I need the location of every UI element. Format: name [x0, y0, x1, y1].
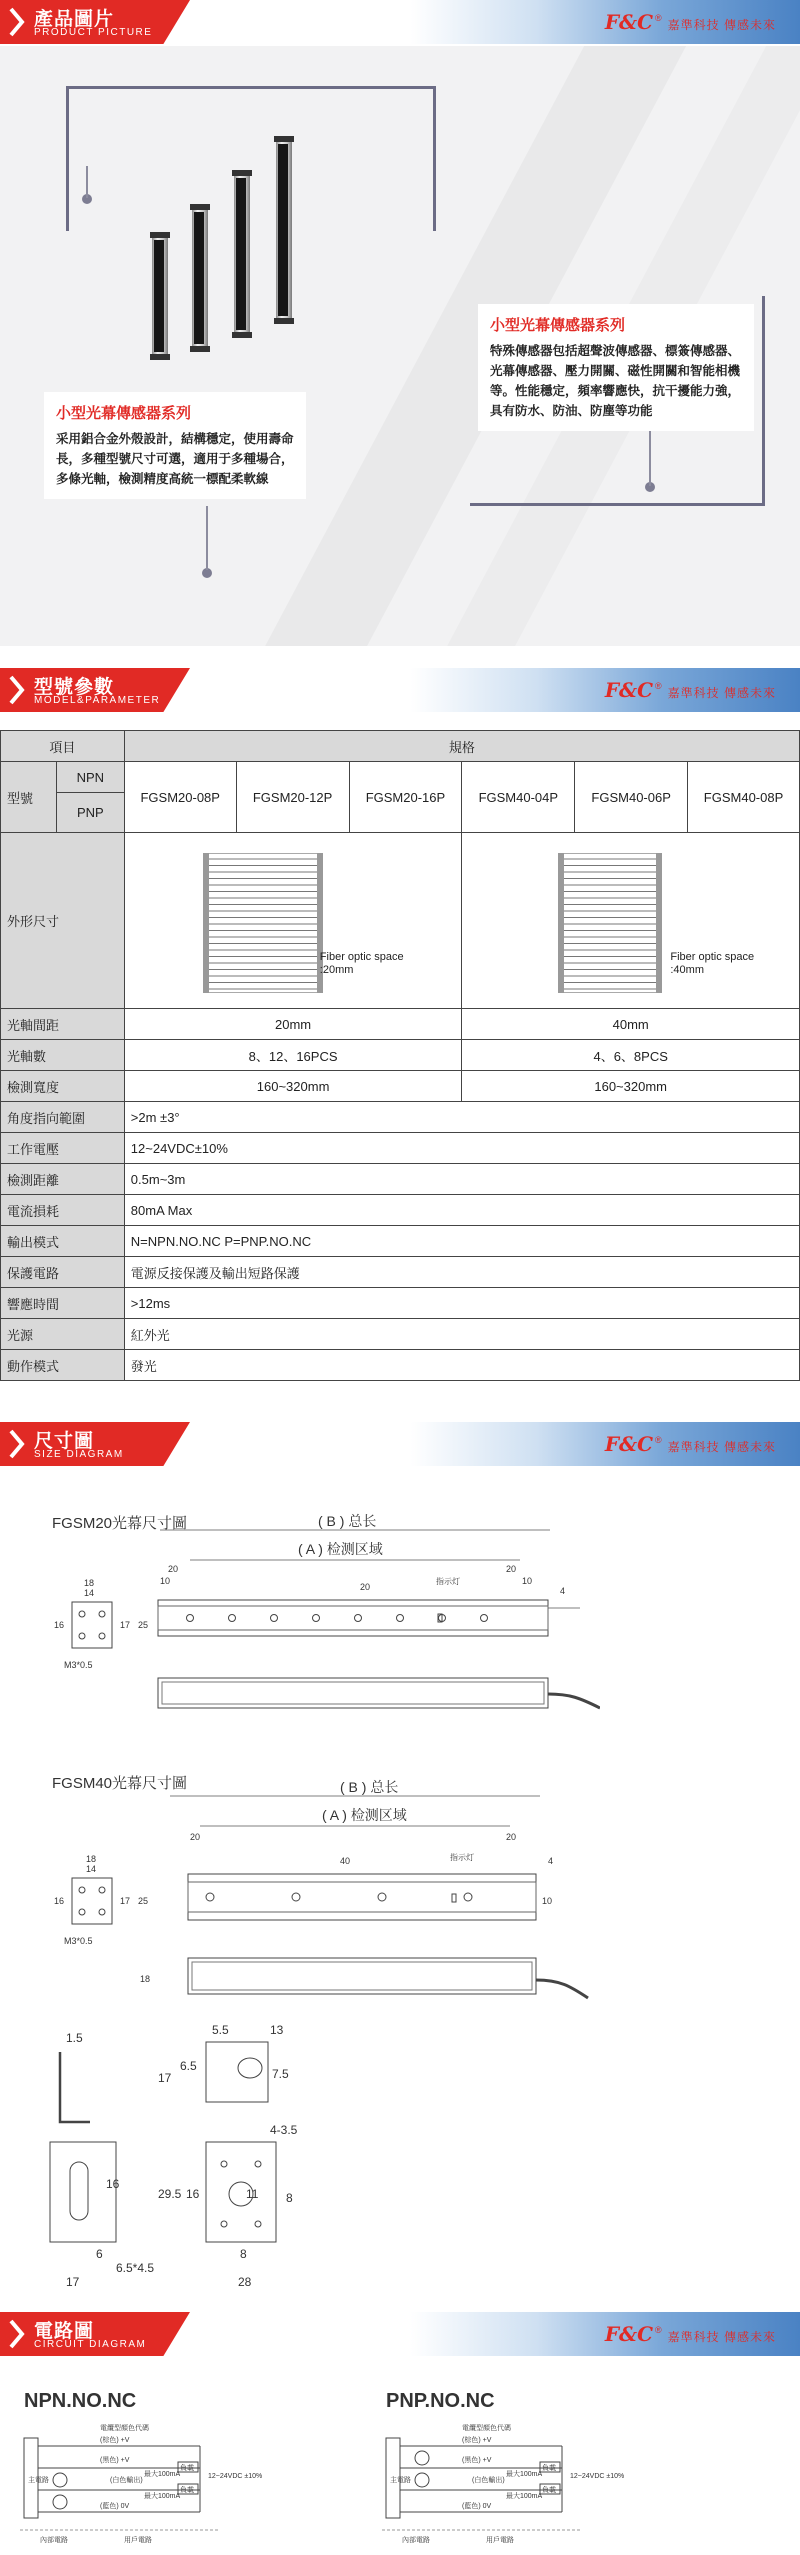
- section-header-product: [0, 0, 800, 44]
- model-cell: FGSM20-16P: [349, 762, 462, 833]
- pnp-black-label: (白色輸出): [472, 2477, 505, 2484]
- section-title-zh: 電路圖: [34, 2321, 95, 2342]
- npn-ma-label: 最大100mA: [144, 2471, 181, 2478]
- brand-reg-mark: ®: [655, 681, 662, 691]
- bracket-dim-1-5: 1.5: [66, 2031, 83, 2045]
- light-curtain-bar: [232, 170, 252, 338]
- curtain-20-drawing: [203, 853, 323, 993]
- fgsm40-dim-10: 10: [542, 1896, 553, 1906]
- model-label: 型號: [1, 762, 57, 833]
- pnp-inner-label: 內部電路: [402, 2537, 430, 2544]
- fgsm20-title: FGSM20光幕尺寸圖: [52, 1515, 188, 1532]
- chevron-right-icon: [8, 675, 26, 705]
- brand-reg-mark: ®: [655, 1435, 662, 1445]
- fgsm40-dim-14: 14: [86, 1864, 97, 1874]
- bracket-dim-16b: 16: [186, 2187, 200, 2201]
- brand: [605, 10, 776, 34]
- pnp-color-label: 電纜型顏色代碼: [462, 2425, 511, 2432]
- fgsm20-dim-10a: 10: [160, 1576, 171, 1586]
- brand-logo: F&C: [604, 1432, 654, 1456]
- model-cell: FGSM40-04P: [462, 762, 575, 833]
- fgsm40-title: FGSM40光幕尺寸圖: [52, 1775, 188, 1792]
- product-image: [130, 116, 320, 366]
- row-value-b: 160~320mm: [462, 1071, 800, 1102]
- row-value: >2m ±3°: [124, 1102, 799, 1133]
- chevron-right-icon: [8, 1429, 26, 1459]
- fgsm20-dim-18: 18: [84, 1578, 95, 1588]
- chevron-right-icon: [8, 2319, 26, 2349]
- bracket-dim-13: 13: [270, 2023, 284, 2037]
- fgsm20-m3: M3*0.5: [64, 1660, 93, 1670]
- callout-right: [478, 304, 754, 431]
- callout-left-body: 采用鋁合金外殼設計，結構穩定，使用壽命長，多種型號尺寸可選，適用于多種場合，多條光軸，檢測精度高統一標配柔軟線: [56, 432, 294, 486]
- fgsm40-dim-20b: 20: [506, 1832, 517, 1842]
- row-value-a: 160~320mm: [124, 1071, 462, 1102]
- model-cell: FGSM20-08P: [124, 762, 236, 833]
- pnp-main-label: 主電路: [390, 2477, 411, 2484]
- bracket-dim-11: 11: [246, 2187, 259, 2201]
- callout-left: [44, 392, 306, 499]
- bracket-dim-28: 28: [238, 2275, 252, 2288]
- fgsm20-dim-4: 4: [560, 1586, 566, 1596]
- row-value: 電源反接保護及輸出短路保護: [124, 1257, 799, 1288]
- row-value: N=NPN.NO.NC P=PNP.NO.NC: [124, 1226, 799, 1257]
- row-value-a: 8、12、16PCS: [124, 1040, 462, 1071]
- pnp-user-label: 用戶電路: [486, 2537, 514, 2544]
- pnp-title: PNP.NO.NC: [386, 2390, 495, 2412]
- row-label: 輸出模式: [1, 1226, 125, 1257]
- fgsm40-detect-area: ( A ) 检测区域: [322, 1807, 407, 1823]
- pnp-circuit: [382, 2418, 742, 2550]
- brand-reg-mark: ®: [655, 2325, 662, 2335]
- row-label: 光軸間距: [1, 1009, 125, 1040]
- row-value: >12ms: [124, 1288, 799, 1319]
- callout-right-body: 特殊傳感器包括超聲波傳感器、標簽傳感器、光幕傳感器、壓力開關、磁性開關和智能相機等。性能穩定，頻率響應快，抗干擾能力強，具有防水、防油、防塵等功能: [490, 344, 741, 418]
- row-label: 檢測寬度: [1, 1071, 125, 1102]
- fgsm20-dim-20c: 20: [506, 1564, 517, 1574]
- bracket-dim-6-45: 6.5*4.5: [116, 2261, 155, 2275]
- row-label: 工作電壓: [1, 1133, 125, 1164]
- fgsm20-dim-16: 16: [54, 1620, 65, 1630]
- parameter-table: [0, 730, 800, 1381]
- light-curtain-bar: [150, 232, 170, 360]
- bracket-dim-17: 17: [158, 2071, 172, 2085]
- brand-reg-mark: ®: [655, 13, 662, 23]
- brand: [605, 1432, 776, 1456]
- npn-user-label: 用戶電路: [124, 2537, 152, 2544]
- pnp-load-label2: 負載: [542, 2487, 556, 2494]
- bracket-dim-8: 8: [286, 2191, 293, 2205]
- bracket-dim-17b: 17: [66, 2275, 80, 2288]
- row-label: 響應時間: [1, 1288, 125, 1319]
- brand-tagline: 嘉準科技 傳感未來: [667, 686, 776, 700]
- pnp-ma-label: 最大100mA: [506, 2471, 543, 2478]
- curtain-40-drawing: [558, 853, 662, 993]
- model-cell: FGSM40-08P: [688, 762, 800, 833]
- product-picture: [0, 46, 800, 646]
- fgsm40-dim-18: 18: [140, 1974, 151, 1984]
- light-curtain-bar: [190, 204, 210, 352]
- fgsm40-dim-17: 17: [120, 1896, 131, 1906]
- th-item: 項目: [1, 731, 125, 762]
- pnp-white-label: (黑色) +V: [462, 2457, 492, 2464]
- fgsm20-drawing: [40, 1508, 600, 1768]
- npn-blue-label: (藍色) 0V: [100, 2503, 130, 2510]
- section-header-size: [0, 1422, 800, 1466]
- brand-logo: F&C: [604, 10, 654, 34]
- npn-load-label2: 負載: [180, 2487, 194, 2494]
- fgsm20-dim-20b: 20: [360, 1582, 371, 1592]
- pnp-label: PNP: [56, 793, 124, 833]
- section-title-en: SIZE DIAGRAM: [34, 1449, 124, 1460]
- row-value: 80mA Max: [124, 1195, 799, 1226]
- pnp-ma-label2: 最大100mA: [506, 2493, 543, 2500]
- section-title-en: MODEL&PARAMETER: [34, 695, 161, 706]
- brand: [605, 2322, 776, 2346]
- fgsm40-dim-4: 4: [548, 1856, 554, 1866]
- pnp-brown-label: (棕色) +V: [462, 2437, 492, 2444]
- bracket-dim-7-5: 7.5: [272, 2067, 289, 2081]
- npn-black-label: (白色輸出): [110, 2477, 143, 2484]
- npn-main-label: 主電路: [28, 2477, 49, 2484]
- row-label: 動作模式: [1, 1350, 125, 1381]
- npn-color-label: 電纜型顏色代碼: [100, 2425, 149, 2432]
- fgsm20-dim-20a: 20: [168, 1564, 179, 1574]
- bracket-dim-16: 16: [106, 2177, 120, 2191]
- outline-label: 外形尺寸: [1, 833, 125, 1009]
- section-header-circuit: [0, 2312, 800, 2356]
- bracket-dim-6-5: 6.5: [180, 2059, 197, 2073]
- section-title-zh: 尺寸圖: [34, 1431, 95, 1452]
- brand-logo: F&C: [604, 678, 654, 702]
- chevron-right-icon: [8, 7, 26, 37]
- bracket-dim-5-5: 5.5: [212, 2023, 229, 2037]
- fgsm20-dim-14: 14: [84, 1588, 95, 1598]
- brand-tagline: 嘉準科技 傳感未來: [667, 2330, 776, 2344]
- row-label: 電流損耗: [1, 1195, 125, 1226]
- row-label: 光軸數: [1, 1040, 125, 1071]
- fgsm20-indicator: 指示灯: [436, 1577, 460, 1586]
- pnp-supply-label: 12~24VDC ±10%: [570, 2473, 625, 2480]
- npn-ma-label2: 最大100mA: [144, 2493, 181, 2500]
- npn-white-label: (黑色) +V: [100, 2457, 130, 2464]
- fgsm20-dim-17: 17: [120, 1620, 131, 1630]
- section-header-model: [0, 668, 800, 712]
- fgsm40-dim-20a: 20: [190, 1832, 201, 1842]
- fgsm20-dim-10b: 10: [522, 1576, 533, 1586]
- light-curtain-bar: [274, 136, 294, 324]
- fgsm40-indicator: 指示灯: [450, 1853, 474, 1862]
- bracket-dim-8b: 8: [240, 2247, 247, 2261]
- callout-right-title: 小型光幕傳感器系列: [490, 317, 626, 334]
- npn-supply-label: 12~24VDC ±10%: [208, 2473, 263, 2480]
- model-cell: FGSM20-12P: [236, 762, 349, 833]
- fgsm20-detect-area: ( A ) 检测区域: [298, 1541, 383, 1557]
- brand: [605, 678, 776, 702]
- bracket-drawing: [40, 2012, 380, 2288]
- brand-logo: F&C: [604, 2322, 654, 2346]
- bracket-dim-4-35: 4-3.5: [270, 2123, 298, 2137]
- npn-circuit: [20, 2418, 380, 2550]
- fgsm40-dim-16: 16: [54, 1896, 65, 1906]
- model-cell: FGSM40-06P: [575, 762, 688, 833]
- section-title-en: PRODUCT PICTURE: [34, 27, 153, 38]
- outline-20-cell: [124, 833, 462, 1009]
- row-value-b: 40mm: [462, 1009, 800, 1040]
- fgsm40-dim-18b: 18: [86, 1854, 97, 1864]
- npn-title: NPN.NO.NC: [24, 2390, 137, 2412]
- npn-brown-label: (棕色) +V: [100, 2437, 130, 2444]
- brand-tagline: 嘉準科技 傳感未來: [667, 18, 776, 32]
- row-label: 角度指向範圍: [1, 1102, 125, 1133]
- row-value: 發光: [124, 1350, 799, 1381]
- outline-40-cell: [462, 833, 800, 1009]
- brand-tagline: 嘉準科技 傳感未來: [667, 1440, 776, 1454]
- row-value: 0.5m~3m: [124, 1164, 799, 1195]
- row-label: 光源: [1, 1319, 125, 1350]
- npn-load-label: 負載: [180, 2465, 194, 2472]
- row-value-b: 4、6、8PCS: [462, 1040, 800, 1071]
- row-label: 保護電路: [1, 1257, 125, 1288]
- row-value: 紅外光: [124, 1319, 799, 1350]
- fgsm40-dim-40: 40: [340, 1856, 351, 1866]
- row-label: 檢測距離: [1, 1164, 125, 1195]
- row-value-a: 20mm: [124, 1009, 462, 1040]
- fiber-label-40: Fiber optic space :40mm: [670, 951, 755, 976]
- row-value: 12~24VDC±10%: [124, 1133, 799, 1164]
- callout-left-title: 小型光幕傳感器系列: [56, 405, 192, 422]
- section-title-zh: 型號參數: [34, 677, 115, 698]
- pnp-blue-label: (藍色) 0V: [462, 2503, 492, 2510]
- npn-inner-label: 內部電路: [40, 2537, 68, 2544]
- bracket-dim-29-5: 29.5: [158, 2187, 182, 2201]
- fgsm40-total-len: ( B ) 总长: [340, 1779, 399, 1795]
- section-title-zh: 產品圖片: [34, 9, 115, 30]
- pnp-load-label: 負載: [542, 2465, 556, 2472]
- fgsm20-dim-25: 25: [138, 1620, 149, 1630]
- npn-label: NPN: [56, 762, 124, 793]
- fiber-label-20: Fiber optic space :20mm: [319, 951, 404, 976]
- section-title-en: CIRCUIT DIAGRAM: [34, 2339, 147, 2350]
- bracket-dim-6: 6: [96, 2247, 103, 2261]
- th-spec: 規格: [124, 731, 799, 762]
- fgsm20-total-len: ( B ) 总长: [318, 1513, 377, 1529]
- fgsm40-m3: M3*0.5: [64, 1936, 93, 1946]
- fgsm40-dim-25: 25: [138, 1896, 149, 1906]
